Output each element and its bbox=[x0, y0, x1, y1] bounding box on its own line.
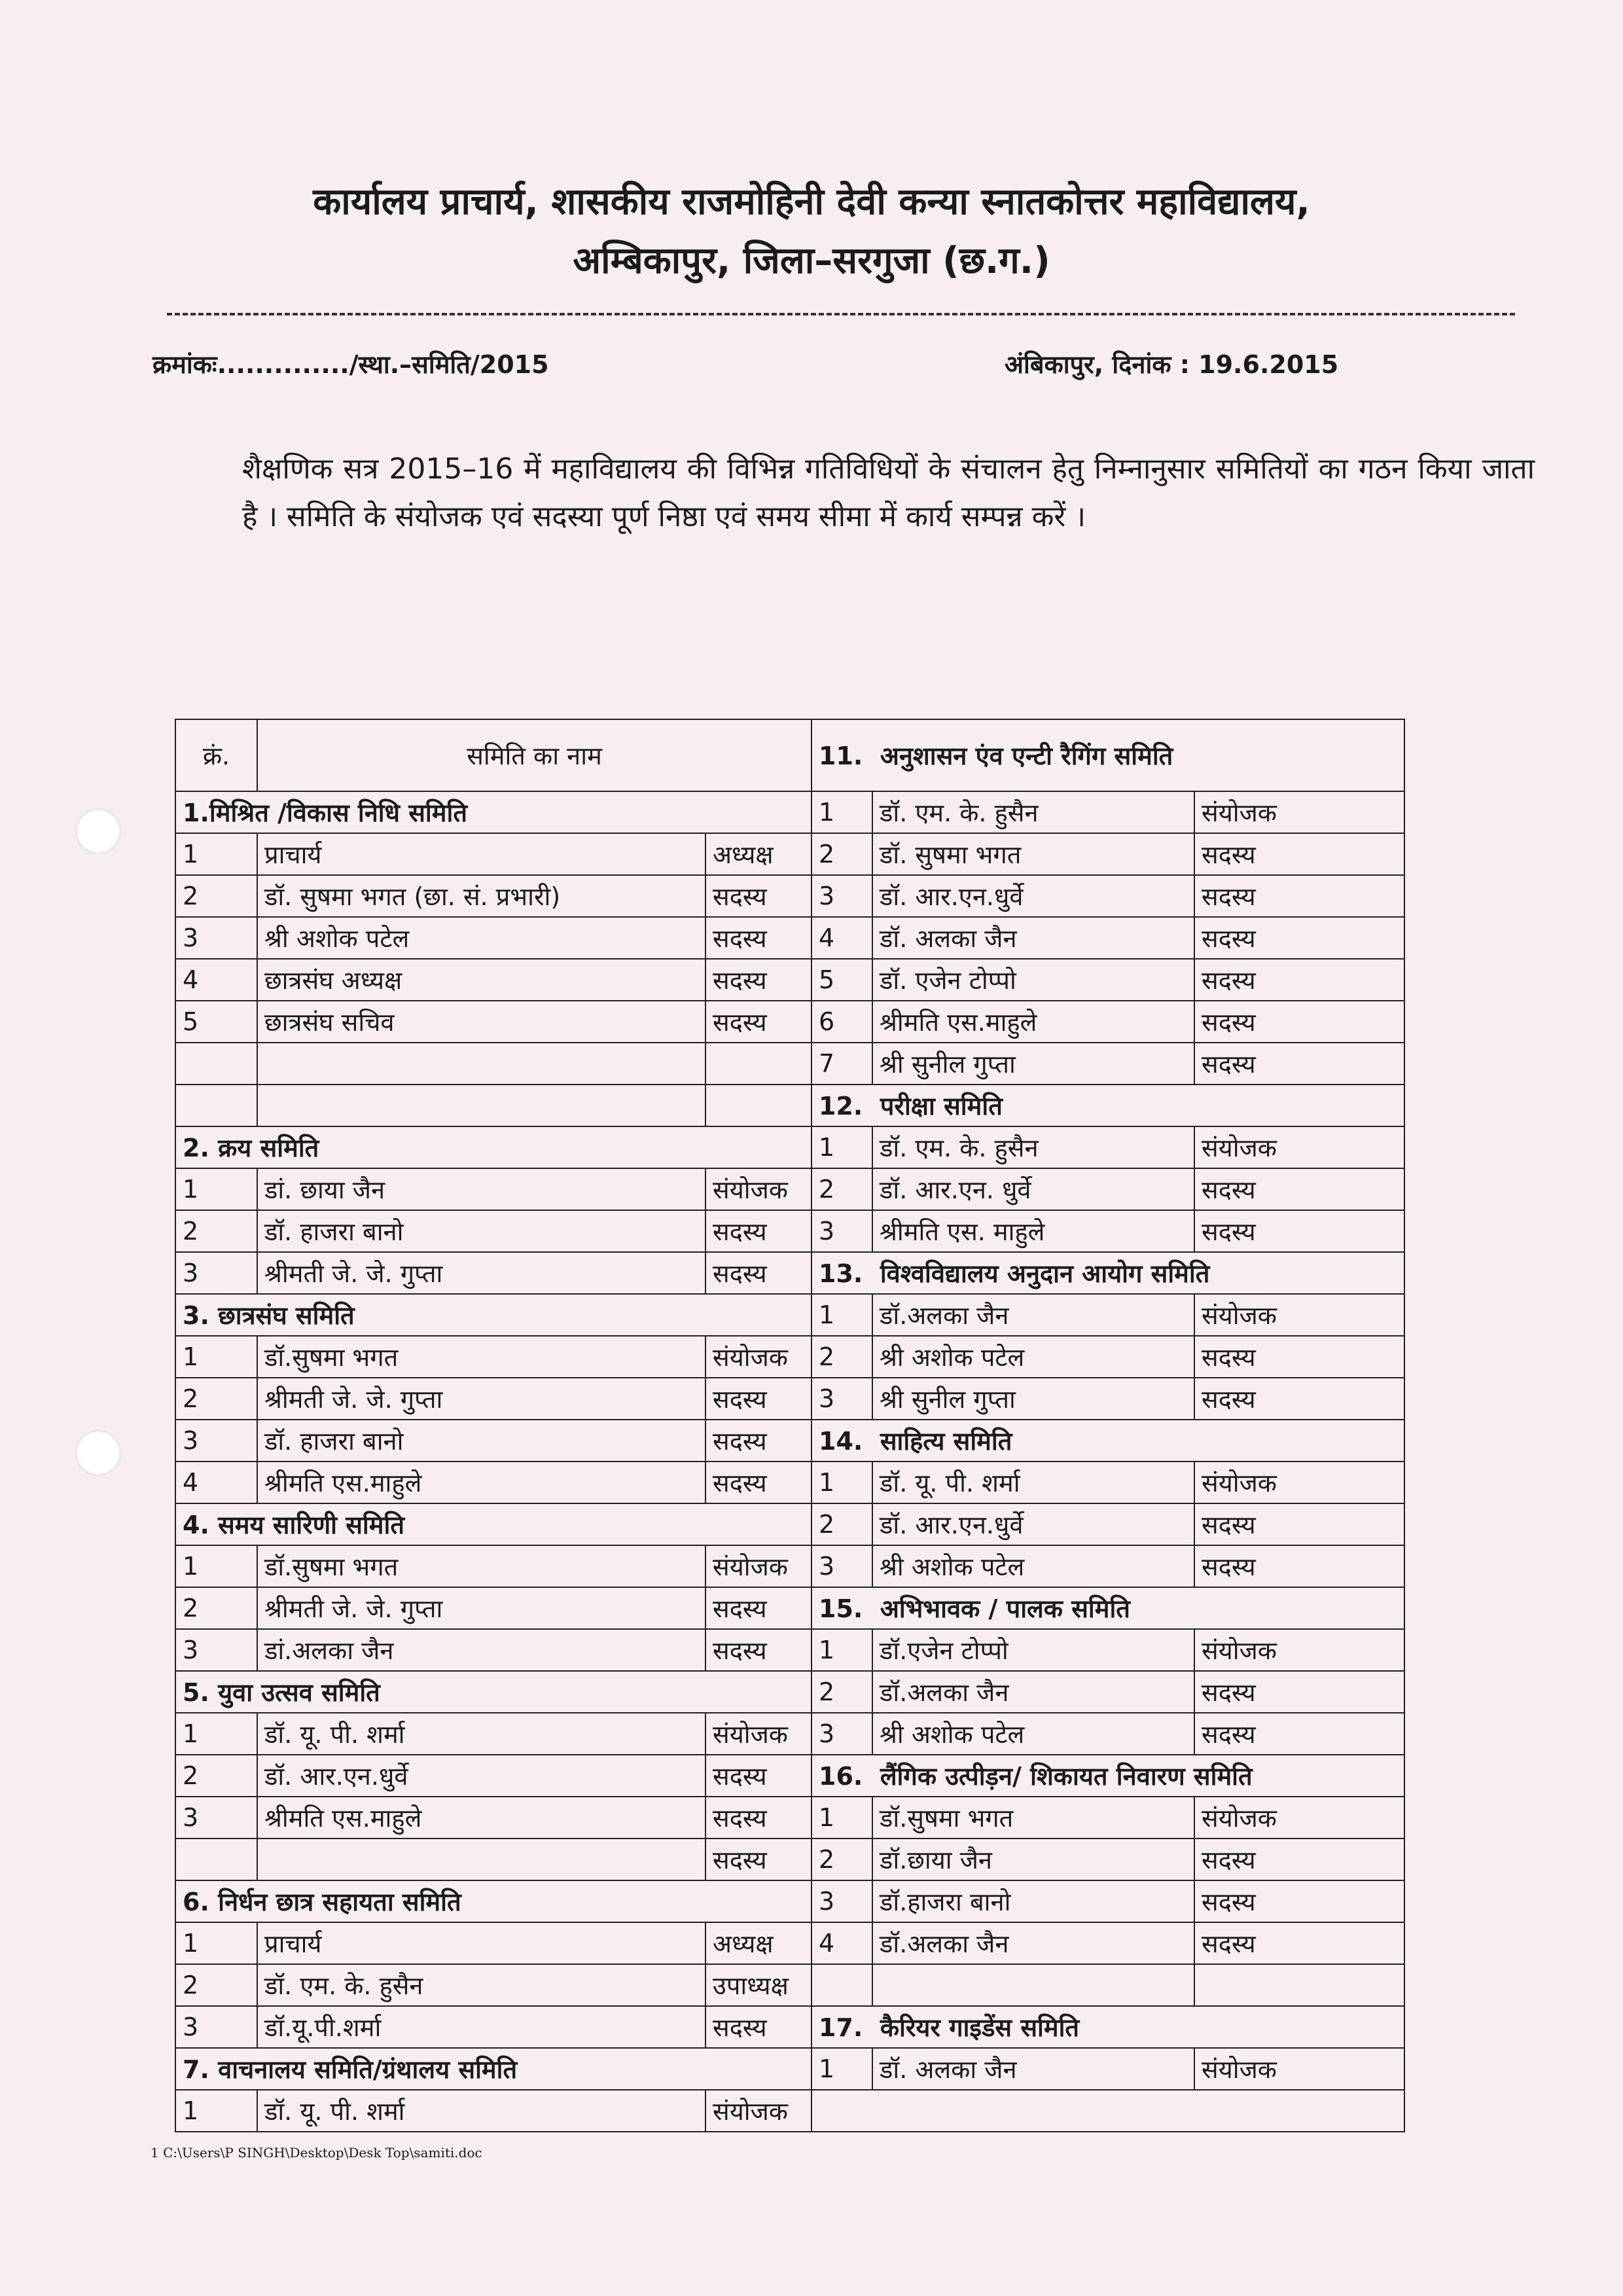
member-serial: 2 bbox=[175, 875, 257, 917]
table-row bbox=[175, 791, 1404, 833]
table-row bbox=[175, 875, 1404, 917]
table-row bbox=[175, 1168, 1404, 1210]
member-name: डॉ. यू. पी. शर्मा bbox=[872, 1462, 1194, 1503]
member-serial: 3 bbox=[175, 917, 257, 959]
empty-cell bbox=[812, 2090, 1404, 2132]
table-row bbox=[175, 1629, 1404, 1671]
member-serial: 1 bbox=[812, 1126, 872, 1168]
member-role: संयोजक bbox=[1194, 1462, 1404, 1503]
section-title: विश्वविद्यालय अनुदान आयोग समिति bbox=[880, 1259, 1210, 1288]
member-serial: 3 bbox=[812, 1713, 872, 1755]
member-name: डॉ.अलका जैन bbox=[872, 1294, 1194, 1336]
member-serial: 4 bbox=[812, 917, 872, 959]
member-role: सदस्य bbox=[1194, 917, 1404, 959]
table-row bbox=[175, 1713, 1404, 1755]
member-role: सदस्य bbox=[705, 1378, 812, 1420]
member-serial: 3 bbox=[812, 1545, 872, 1587]
member-name: डॉ. आर.एन.धुर्वे bbox=[872, 875, 1194, 917]
empty-cell bbox=[257, 1085, 705, 1126]
member-name: श्रीमति एस. माहुले bbox=[872, 1210, 1194, 1252]
member-name: डॉ. हाजरा बानो bbox=[257, 1210, 705, 1252]
empty-cell bbox=[175, 1085, 257, 1126]
member-role: सदस्य bbox=[705, 1629, 812, 1671]
member-role: सदस्य bbox=[705, 1001, 812, 1043]
member-name: डॉ. सुषमा भगत bbox=[872, 833, 1194, 875]
member-name: डॉ. यू. पी. शर्मा bbox=[257, 1713, 705, 1755]
member-name: डॉ.सुषमा भगत bbox=[257, 1336, 705, 1378]
member-role: सदस्य bbox=[1194, 959, 1404, 1001]
member-role bbox=[1194, 1964, 1404, 2006]
member-serial: 2 bbox=[812, 1671, 872, 1713]
member-role: संयोजक bbox=[705, 1336, 812, 1378]
member-serial: 3 bbox=[175, 2006, 257, 2048]
member-name: डॉ. आर.एन. धुर्वे bbox=[872, 1168, 1194, 1210]
member-role: संयोजक bbox=[705, 1545, 812, 1587]
member-name bbox=[872, 1964, 1194, 2006]
empty-cell bbox=[257, 1043, 705, 1085]
member-name: श्रीमति एस.माहुले bbox=[257, 1462, 705, 1503]
table-row bbox=[175, 1378, 1404, 1420]
member-name: छात्रसंघ अध्यक्ष bbox=[257, 959, 705, 1001]
committee-table-body bbox=[175, 719, 1404, 2132]
member-serial: 3 bbox=[812, 1210, 872, 1252]
table-row bbox=[175, 1797, 1404, 1839]
member-name: डॉ. अलका जैन bbox=[872, 2048, 1194, 2090]
table-row bbox=[175, 1252, 1404, 1294]
member-serial: 3 bbox=[175, 1797, 257, 1839]
member-serial: 3 bbox=[812, 875, 872, 917]
member-serial: 7 bbox=[812, 1043, 872, 1085]
member-role: सदस्य bbox=[705, 1587, 812, 1629]
member-serial: 2 bbox=[812, 1503, 872, 1545]
member-name: डॉ. सुषमा भगत (छा. सं. प्रभारी) bbox=[257, 875, 705, 917]
member-role: सदस्य bbox=[705, 1755, 812, 1797]
member-role: सदस्य bbox=[705, 1210, 812, 1252]
member-serial: 1 bbox=[175, 1545, 257, 1587]
member-serial: 6 bbox=[812, 1001, 872, 1043]
member-role: सदस्य bbox=[1194, 1168, 1404, 1210]
member-role: अध्यक्ष bbox=[705, 833, 812, 875]
table-row bbox=[175, 1043, 1404, 1085]
member-serial: 2 bbox=[812, 1839, 872, 1880]
committee-heading: 5. युवा उत्सव समिति bbox=[175, 1671, 812, 1713]
member-role: सदस्य bbox=[705, 2006, 812, 2048]
table-row bbox=[175, 1839, 1404, 1880]
member-role: सदस्य bbox=[1194, 1839, 1404, 1880]
member-name: डां. छाया जैन bbox=[257, 1168, 705, 1210]
member-role: सदस्य bbox=[1194, 1713, 1404, 1755]
member-name: डॉ. आर.एन.धुर्वे bbox=[872, 1503, 1194, 1545]
member-name: श्री अशोक पटेल bbox=[872, 1713, 1194, 1755]
member-serial: 1 bbox=[812, 1294, 872, 1336]
member-serial: 2 bbox=[175, 1964, 257, 2006]
table-row bbox=[175, 1462, 1404, 1503]
member-name: डॉ.छाया जैन bbox=[872, 1839, 1194, 1880]
member-serial: 3 bbox=[812, 1880, 872, 1922]
member-serial: 4 bbox=[812, 1922, 872, 1964]
member-name: डॉ. अलका जैन bbox=[872, 917, 1194, 959]
member-name: डॉ. एम. के. हुसैन bbox=[257, 1964, 705, 2006]
table-row bbox=[175, 2090, 1404, 2132]
member-name: डॉ. आर.एन.धुर्वे bbox=[257, 1755, 705, 1797]
member-role: अध्यक्ष bbox=[705, 1922, 812, 1964]
table-row bbox=[175, 1964, 1404, 2006]
member-serial: 1 bbox=[175, 833, 257, 875]
table-row bbox=[175, 1587, 1404, 1629]
section-number: 11. bbox=[819, 742, 863, 770]
member-serial: 1 bbox=[175, 1713, 257, 1755]
member-name: डॉ.यू.पी.शर्मा bbox=[257, 2006, 705, 2048]
intro-text: शैक्षणिक सत्र 2015–16 में महाविद्यालय की विभिन्न गतिविधियों के संचालन हेतु निम्नानुसार समितियों का गठन किया जाता है । समिति के संयोजक एवं सदस्या पूर्ण निष्ठा एवं समय सीमा में कार्य सम्पन्न करें । bbox=[242, 452, 1535, 533]
section-title: अनुशासन एंव एन्टी रैगिंग समिति bbox=[880, 742, 1173, 770]
member-name: डॉ. एजेन टोप्पो bbox=[872, 959, 1194, 1001]
member-role: सदस्य bbox=[1194, 833, 1404, 875]
member-role: सदस्य bbox=[1194, 1378, 1404, 1420]
member-serial: 1 bbox=[175, 1168, 257, 1210]
member-role: सदस्य bbox=[1194, 1671, 1404, 1713]
member-serial: 4 bbox=[175, 959, 257, 1001]
member-serial: 1 bbox=[812, 1462, 872, 1503]
member-serial: 2 bbox=[812, 833, 872, 875]
section-number: 13. bbox=[819, 1259, 863, 1288]
member-name bbox=[257, 1839, 705, 1880]
member-serial: 3 bbox=[812, 1378, 872, 1420]
member-serial: 4 bbox=[175, 1462, 257, 1503]
member-name: डॉ. हाजरा बानो bbox=[257, 1420, 705, 1462]
member-name: डॉ. एम. के. हुसैन bbox=[872, 791, 1194, 833]
member-serial: 5 bbox=[175, 1001, 257, 1043]
member-serial: 1 bbox=[812, 2048, 872, 2090]
member-role: संयोजक bbox=[705, 1713, 812, 1755]
committee-heading-right bbox=[812, 1755, 1404, 1797]
empty-cell bbox=[705, 1043, 812, 1085]
member-name: श्री सुनील गुप्ता bbox=[872, 1043, 1194, 1085]
member-role: संयोजक bbox=[1194, 791, 1404, 833]
committee-heading-right bbox=[812, 2006, 1404, 2048]
member-name: डॉ.एजेन टोप्पो bbox=[872, 1629, 1194, 1671]
member-role: संयोजक bbox=[705, 1168, 812, 1210]
member-serial: 2 bbox=[812, 1168, 872, 1210]
empty-cell bbox=[175, 1043, 257, 1085]
column-header-committee-name: समिति का नाम bbox=[257, 719, 812, 791]
member-serial: 2 bbox=[812, 1336, 872, 1378]
committee-table bbox=[175, 719, 1405, 2132]
member-role: सदस्य bbox=[705, 1797, 812, 1839]
member-role: सदस्य bbox=[705, 1462, 812, 1503]
section-number: 17. bbox=[819, 2013, 863, 2042]
section-title: अभिभावक / पालक समिति bbox=[880, 1594, 1130, 1623]
member-role: संयोजक bbox=[1194, 1629, 1404, 1671]
member-name: श्री अशोक पटेल bbox=[257, 917, 705, 959]
empty-cell bbox=[705, 1085, 812, 1126]
member-role: सदस्य bbox=[1194, 1545, 1404, 1587]
member-name: श्रीमती जे. जे. गुप्ता bbox=[257, 1252, 705, 1294]
member-role: सदस्य bbox=[1194, 1880, 1404, 1922]
section-title: साहित्य समिति bbox=[880, 1427, 1012, 1456]
section-title: कैरियर गाइडेंस समिति bbox=[880, 2013, 1080, 2042]
committee-heading: 7. वाचनालय समिति/ग्रंथालय समिति bbox=[175, 2048, 812, 2090]
committee-heading: 3. छात्रसंघ समिति bbox=[175, 1294, 812, 1336]
member-serial: 1 bbox=[812, 1797, 872, 1839]
member-name: श्रीमति एस.माहुले bbox=[872, 1001, 1194, 1043]
table-row bbox=[175, 2006, 1404, 2048]
member-name: डॉ.सुषमा भगत bbox=[872, 1797, 1194, 1839]
member-serial: 2 bbox=[175, 1587, 257, 1629]
member-name: छात्रसंघ सचिव bbox=[257, 1001, 705, 1043]
table-row bbox=[175, 1126, 1404, 1168]
table-header-row bbox=[175, 719, 1404, 791]
section-number: 15. bbox=[819, 1594, 863, 1623]
member-role: सदस्य bbox=[705, 1839, 812, 1880]
member-serial: 1 bbox=[175, 2090, 257, 2132]
table-row bbox=[175, 1085, 1404, 1126]
punch-hole-bottom bbox=[75, 1430, 121, 1476]
table-row bbox=[175, 2048, 1404, 2090]
committee-heading-right bbox=[812, 1420, 1404, 1462]
member-name: डॉ.अलका जैन bbox=[872, 1922, 1194, 1964]
member-name: श्रीमति एस.माहुले bbox=[257, 1797, 705, 1839]
punch-hole-top bbox=[75, 808, 121, 854]
member-role: सदस्य bbox=[705, 1420, 812, 1462]
section-number: 14. bbox=[819, 1427, 863, 1456]
committee-heading-right bbox=[812, 1252, 1404, 1294]
member-role: संयोजक bbox=[705, 2090, 812, 2132]
member-role: सदस्य bbox=[1194, 1043, 1404, 1085]
member-role: सदस्य bbox=[705, 1252, 812, 1294]
member-role: संयोजक bbox=[1194, 1797, 1404, 1839]
member-serial: 1 bbox=[812, 791, 872, 833]
table-row bbox=[175, 1210, 1404, 1252]
section-number: 16. bbox=[819, 1762, 863, 1791]
table-row bbox=[175, 1336, 1404, 1378]
intro-paragraph bbox=[242, 445, 1535, 541]
member-name: श्रीमती जे. जे. गुप्ता bbox=[257, 1587, 705, 1629]
member-name: श्री अशोक पटेल bbox=[872, 1545, 1194, 1587]
committee-heading: 1.मिश्रित /विकास निधि समिति bbox=[175, 791, 812, 833]
member-serial: 3 bbox=[175, 1252, 257, 1294]
member-name: डॉ. एम. के. हुसैन bbox=[872, 1126, 1194, 1168]
member-role: संयोजक bbox=[1194, 1126, 1404, 1168]
member-role: संयोजक bbox=[1194, 2048, 1404, 2090]
committee-heading: 4. समय सारिणी समिति bbox=[175, 1503, 812, 1545]
table-row bbox=[175, 1922, 1404, 1964]
member-serial: 1 bbox=[812, 1629, 872, 1671]
table-row bbox=[175, 1755, 1404, 1797]
member-role: सदस्य bbox=[1194, 1336, 1404, 1378]
member-serial: 3 bbox=[175, 1420, 257, 1462]
member-role: संयोजक bbox=[1194, 1294, 1404, 1336]
office-address: अम्बिकापुर, जिला–सरगुजा (छ.ग.) bbox=[573, 240, 1050, 282]
section-number: 12. bbox=[819, 1092, 863, 1121]
table-row bbox=[175, 959, 1404, 1001]
section-heading-right bbox=[812, 719, 1404, 791]
committee-heading: 6. निर्धन छात्र सहायता समिति bbox=[175, 1880, 812, 1922]
file-path-footer: 1 C:\Users\P SINGH\Desktop\Desk Top\samiti.doc bbox=[151, 2145, 482, 2161]
column-header-serial: क्रं. bbox=[175, 719, 257, 791]
member-serial: 1 bbox=[175, 1336, 257, 1378]
committee-heading: 2. क्रय समिति bbox=[175, 1126, 812, 1168]
section-title: परीक्षा समिति bbox=[880, 1092, 1003, 1121]
member-role: सदस्य bbox=[705, 959, 812, 1001]
section-title: लैंगिक उत्पीड़न/ शिकायत निवारण समिति bbox=[880, 1762, 1253, 1791]
table-row bbox=[175, 1294, 1404, 1336]
table-row bbox=[175, 1545, 1404, 1587]
member-serial: 2 bbox=[175, 1755, 257, 1797]
committee-heading-right bbox=[812, 1587, 1404, 1629]
member-name: प्राचार्य bbox=[257, 1922, 705, 1964]
member-serial: 5 bbox=[812, 959, 872, 1001]
reference-number: क्रमांकः............../स्था.–समिति/2015 bbox=[152, 350, 549, 379]
table-row bbox=[175, 917, 1404, 959]
member-role: सदस्य bbox=[1194, 1210, 1404, 1252]
member-name: श्री सुनील गुप्ता bbox=[872, 1378, 1194, 1420]
member-role: सदस्य bbox=[1194, 875, 1404, 917]
member-name: प्राचार्य bbox=[257, 833, 705, 875]
member-name: श्रीमती जे. जे. गुप्ता bbox=[257, 1378, 705, 1420]
header-divider bbox=[167, 313, 1515, 315]
member-serial: 2 bbox=[175, 1378, 257, 1420]
table-row bbox=[175, 1420, 1404, 1462]
member-serial: 1 bbox=[175, 1922, 257, 1964]
member-name: डां.अलका जैन bbox=[257, 1629, 705, 1671]
member-role: सदस्य bbox=[1194, 1001, 1404, 1043]
member-serial bbox=[812, 1964, 872, 2006]
reference-date: अंबिकापुर, दिनांक : 19.6.2015 bbox=[1005, 350, 1339, 379]
office-title: कार्यालय प्राचार्य, शासकीय राजमोहिनी देवी कन्या स्नातकोत्तर महाविद्यालय, bbox=[313, 181, 1310, 223]
table-row bbox=[175, 1503, 1404, 1545]
member-name: श्री अशोक पटेल bbox=[872, 1336, 1194, 1378]
member-name: डॉ.हाजरा बानो bbox=[872, 1880, 1194, 1922]
member-role: सदस्य bbox=[1194, 1503, 1404, 1545]
member-role: सदस्य bbox=[1194, 1922, 1404, 1964]
member-role: सदस्य bbox=[705, 875, 812, 917]
member-name: डॉ.अलका जैन bbox=[872, 1671, 1194, 1713]
table-row bbox=[175, 1880, 1404, 1922]
member-name: डॉ.सुषमा भगत bbox=[257, 1545, 705, 1587]
table-row bbox=[175, 1671, 1404, 1713]
committee-heading-right bbox=[812, 1085, 1404, 1126]
member-serial: 3 bbox=[175, 1629, 257, 1671]
member-name: डॉ. यू. पी. शर्मा bbox=[257, 2090, 705, 2132]
member-serial: 2 bbox=[175, 1210, 257, 1252]
member-role: उपाध्यक्ष bbox=[705, 1964, 812, 2006]
member-serial bbox=[175, 1839, 257, 1880]
table-row bbox=[175, 833, 1404, 875]
table-row bbox=[175, 1001, 1404, 1043]
member-role: सदस्य bbox=[705, 917, 812, 959]
